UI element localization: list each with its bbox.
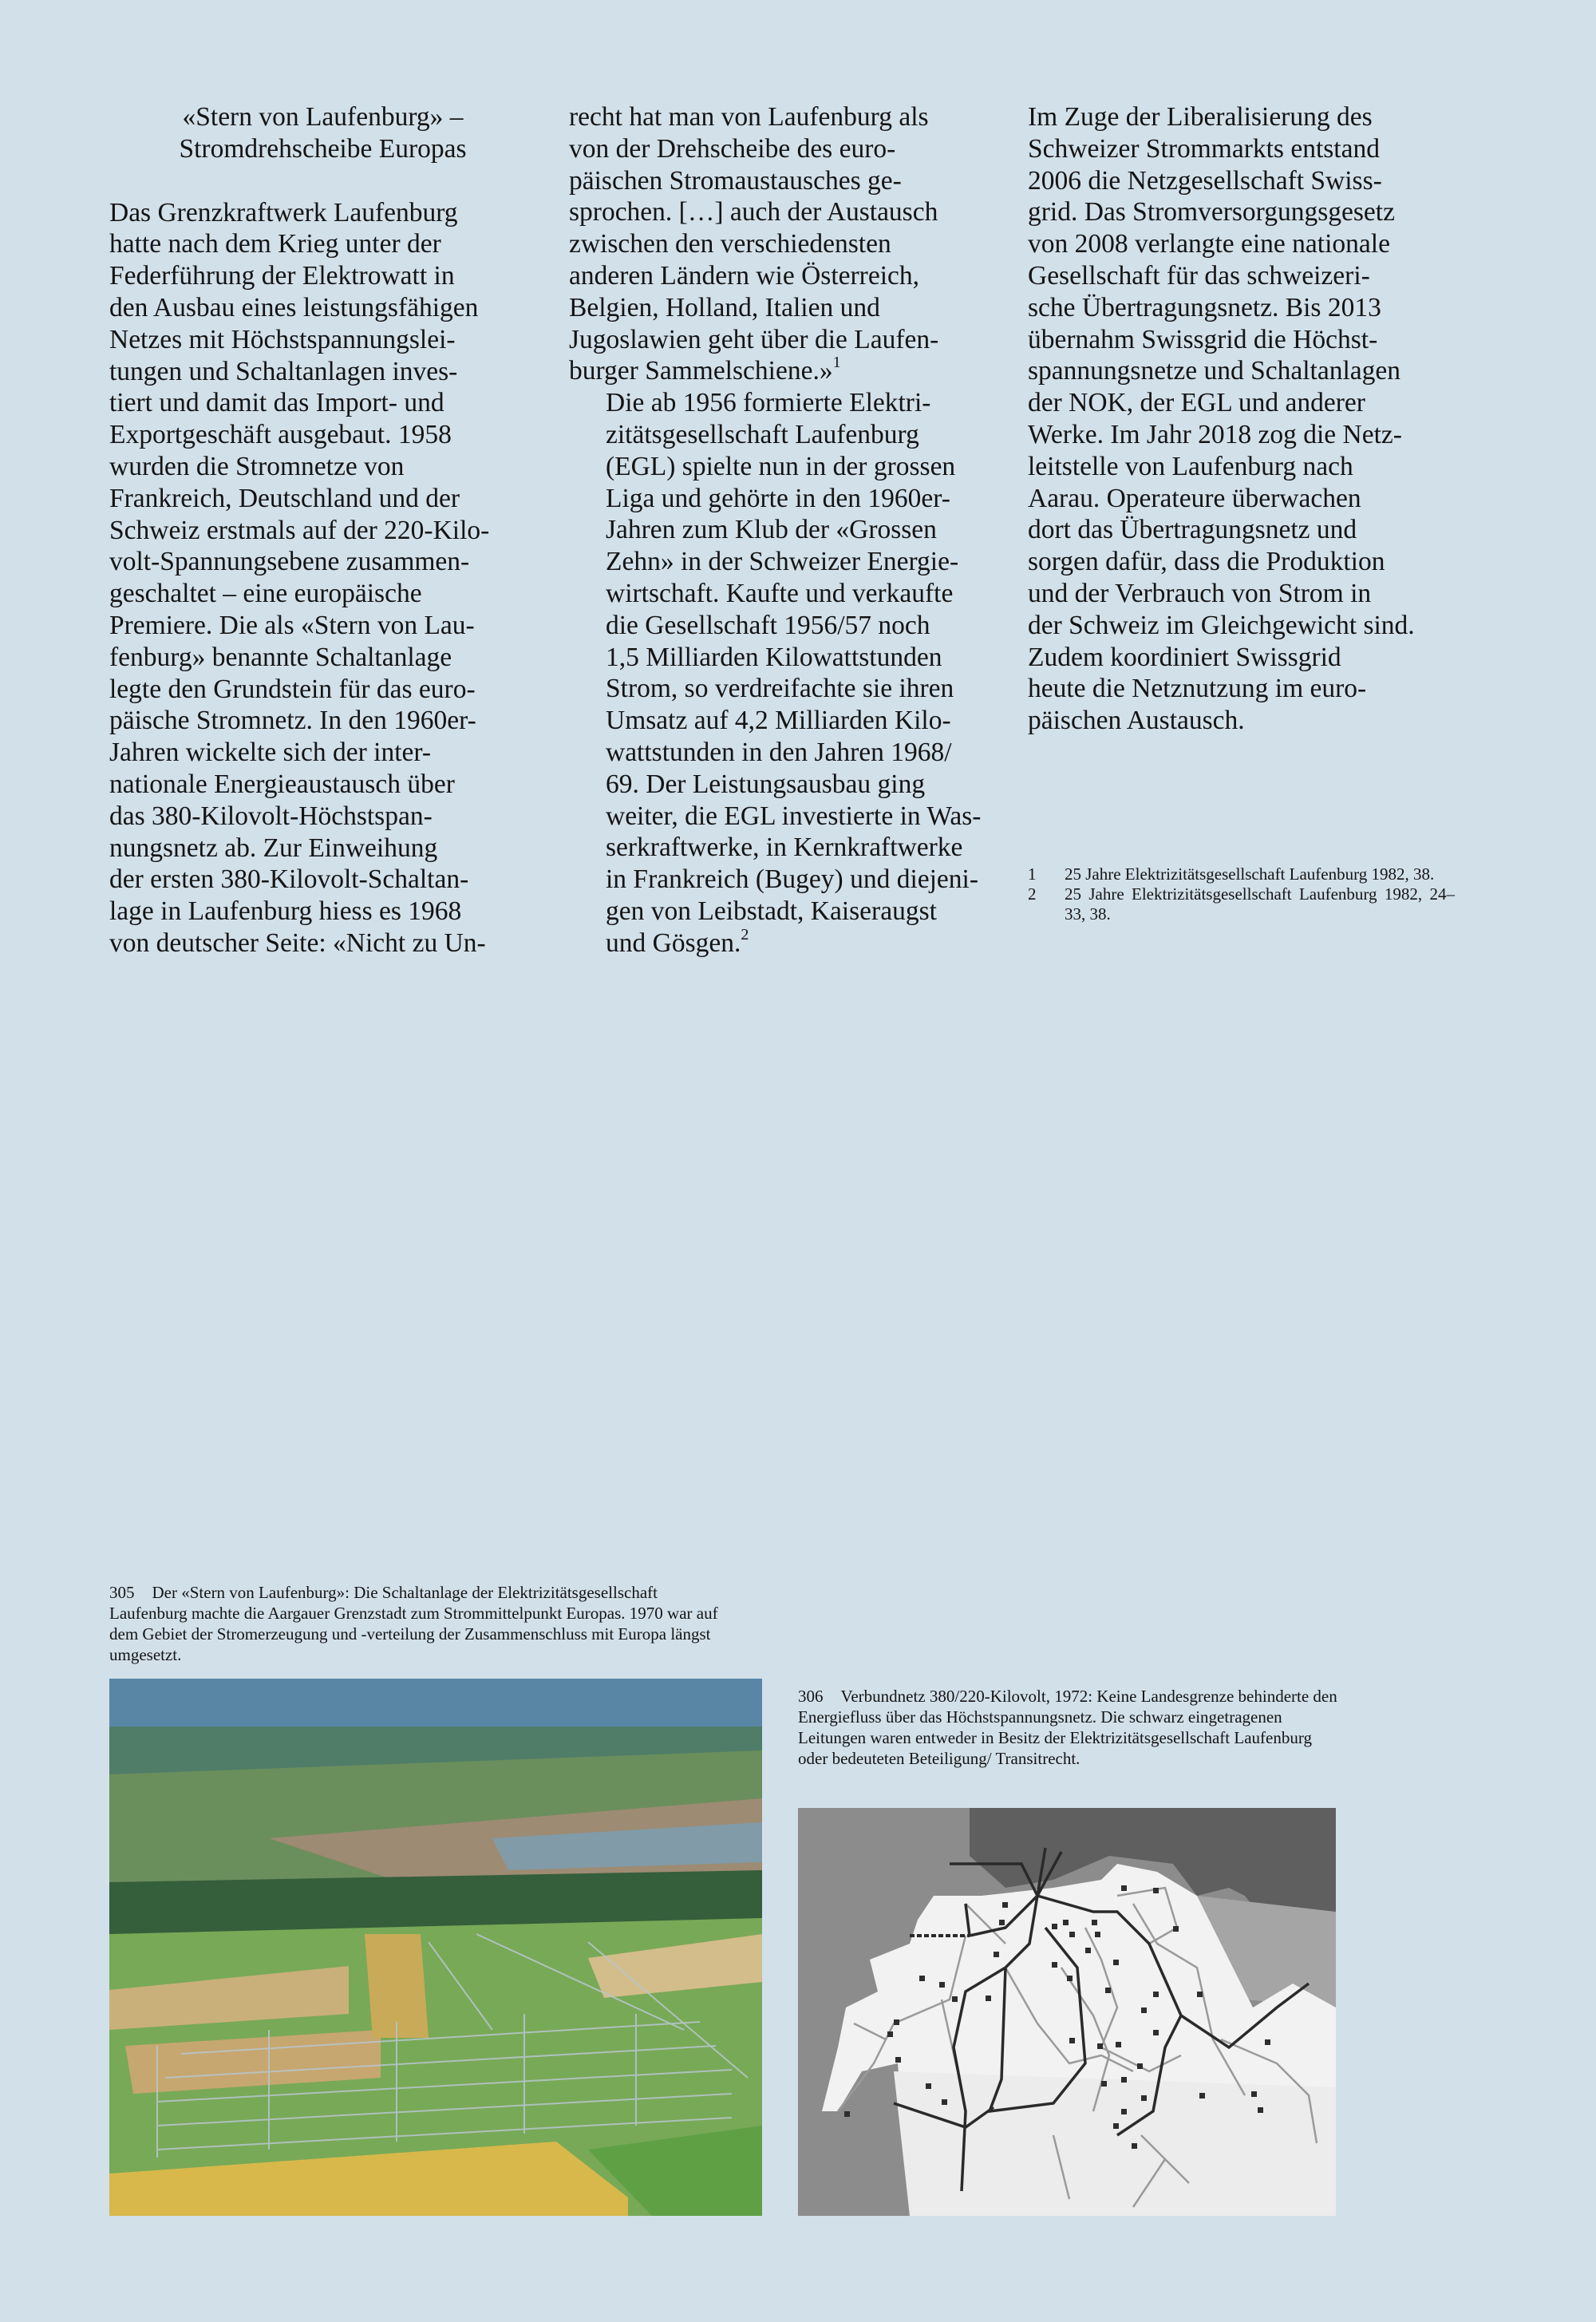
- text-line: dort das Übertragungsnetz und: [1028, 515, 1357, 545]
- figure-number: 306: [798, 1687, 824, 1706]
- text-line: leitstelle von Laufenburg nach: [1028, 451, 1353, 481]
- text-line: sprochen. […] auch der Austausch: [569, 197, 938, 227]
- text-line: Frankreich, Deutschland und der: [109, 483, 460, 513]
- text-line: sorgen dafür, dass die Produktion: [1028, 547, 1385, 577]
- paragraph: [569, 387, 996, 959]
- article-column-3: [1028, 101, 1455, 737]
- text-line: der Schweiz im Gleichgewicht sind.: [1028, 610, 1415, 640]
- text-line: fenburg» benannte Schaltanlage: [109, 642, 452, 672]
- article-column-2: [569, 101, 996, 959]
- text-line: wirtschaft. Kaufte und verkaufte: [606, 578, 954, 608]
- text-line: päischen Austausch.: [1028, 706, 1245, 736]
- text-line: Im Zuge der Liberalisierung des: [1028, 102, 1373, 132]
- paragraph: [109, 197, 536, 959]
- text-line: Netzes mit Höchstspannungslei-: [109, 324, 456, 354]
- text-line: von der Drehscheibe des euro-: [569, 133, 896, 164]
- text-line: heute die Netznutzung im euro-: [1028, 674, 1367, 704]
- footnotes: [1028, 864, 1455, 924]
- text-line: burger Sammelschiene.»$^1$: [569, 354, 841, 386]
- text-line: Liga und gehörte in den 1960er-: [606, 483, 950, 513]
- text-line: Zudem koordiniert Swissgrid: [1028, 642, 1341, 672]
- switzerland-grid-map: [798, 1808, 1336, 2216]
- text-line: wattstunden in den Jahren 1968/: [606, 737, 952, 767]
- text-line: nungsnetz ab. Zur Einweihung: [109, 833, 438, 863]
- text-line: Die ab 1956 formierte Elektri-: [606, 388, 931, 418]
- figure-caption-306: [798, 1686, 1341, 1769]
- text-line: zwischen den verschiedensten: [569, 229, 891, 259]
- text-line: Aarau. Operateure überwachen: [1028, 483, 1361, 513]
- text-line: 1,5 Milliarden Kilowattstunden: [606, 642, 942, 672]
- figure-number: 305: [109, 1583, 135, 1602]
- text-line: den Ausbau eines leistungsfähigen: [109, 292, 479, 322]
- text-line: von deutscher Seite: «Nicht zu Un-: [109, 928, 486, 958]
- text-line: Gesellschaft für das schweizeri-: [1028, 260, 1370, 291]
- caption-text: Der «Stern von Laufenburg»: Die Schaltanlage der Elektrizitätsgesellschaft Laufenburg machte die Aargauer Grenzstadt zum Strommittelpunkt Europas. 1970 war auf dem Gebiet der Stromerzeugung und -verteilung der Zusammenschluss mit Europa längst umgesetzt.: [109, 1583, 718, 1664]
- text-line: volt-Spannungsebene zusammen-: [109, 547, 470, 577]
- text-line: sche Übertragungsnetz. Bis 2013: [1028, 292, 1381, 322]
- article-column-1: [109, 101, 536, 959]
- footnote-reference: 1: [832, 354, 841, 372]
- text-line: weiter, die EGL investierte in Was-: [606, 801, 982, 831]
- text-line: Jahren zum Klub der «Grossen: [606, 515, 937, 545]
- text-line: das 380-Kilovolt-Höchstspan-: [109, 801, 433, 831]
- text-line: anderen Ländern wie Österreich,: [569, 260, 920, 291]
- footnote: [1028, 864, 1455, 884]
- text-line: Jahren wickelte sich der inter-: [109, 738, 432, 768]
- text-line: wurden die Stromnetze von: [109, 451, 405, 481]
- caption-text: Verbundnetz 380/220-Kilovolt, 1972: Keine Landesgrenze behinderte den Energiefluss über das Höchstspannungsnetz. Die schwarz eingetragenen Leitungen waren entweder in Besitz der Elektrizitätsgesellschaft Laufenburg oder bedeuteten Beteiligung/ Transitrecht.: [798, 1687, 1337, 1768]
- text-line: päische Stromnetz. In den 1960er-: [109, 706, 476, 736]
- text-line: 69. Der Leistungsausbau ging: [606, 769, 926, 799]
- heading-line: «Stern von Laufenburg» –: [182, 102, 464, 132]
- footnote-text: 25 Jahre Elektrizitätsgesellschaft Laufenburg 1982, 38.: [1065, 864, 1435, 884]
- text-line: von 2008 verlangte eine nationale: [1028, 229, 1390, 259]
- text-line: Zehn» in der Schweizer Energie-: [606, 547, 959, 577]
- text-line: Strom, so verdreifachte sie ihren: [606, 674, 954, 704]
- text-line: zitätsgesellschaft Laufenburg: [606, 419, 919, 449]
- article-heading: [109, 101, 536, 165]
- text-line: in Frankreich (Bugey) und diejeni-: [606, 864, 979, 895]
- footnote-number: 2: [1028, 884, 1037, 904]
- text-line: und Gösgen.$^2$: [606, 925, 749, 958]
- text-line: Exportgeschäft ausgebaut. 1958: [109, 420, 452, 450]
- text-line: legte den Grundstein für das euro-: [109, 674, 476, 704]
- paragraph: [569, 101, 996, 387]
- aerial-photo-switchyard: [109, 1679, 762, 2216]
- text-line: Werke. Im Jahr 2018 zog die Netz-: [1028, 419, 1402, 449]
- text-line: nationale Energieaustausch über: [109, 769, 455, 799]
- text-line: und der Verbrauch von Strom in: [1028, 578, 1372, 608]
- text-line: der NOK, der EGL und anderer: [1028, 388, 1365, 418]
- text-line: Schweizer Strommarkts entstand: [1028, 133, 1380, 164]
- photo-illustration: [109, 1679, 762, 2216]
- text-line: hatte nach dem Krieg unter der: [109, 229, 441, 259]
- text-line: grid. Das Stromversorgungsgesetz: [1028, 197, 1395, 227]
- text-line: der ersten 380-Kilovolt-Schaltan-: [109, 864, 469, 895]
- text-line: Federführung der Elektrowatt in: [109, 261, 455, 291]
- text-line: tungen und Schaltanlagen inves-: [109, 356, 458, 386]
- text-line: päischen Stromaustausches ge-: [569, 165, 902, 196]
- text-line: übernahm Swissgrid die Höchst-: [1028, 324, 1378, 354]
- footnote-text: 25 Jahre Elektrizitätsgesellschaft Laufenburg 1982, 24–33, 38.: [1065, 884, 1455, 924]
- text-line: Jugoslawien geht über die Laufen-: [569, 324, 939, 354]
- text-line: geschaltet – eine europäische: [109, 579, 422, 609]
- text-line: Umsatz auf 4,2 Milliarden Kilo-: [606, 706, 951, 736]
- text-line: lage in Laufenburg hiess es 1968: [109, 896, 462, 927]
- text-line: Premiere. Die als «Stern von Lau-: [109, 610, 475, 640]
- text-line: tiert und damit das Import- und: [109, 388, 444, 418]
- text-line: die Gesellschaft 1956/57 noch: [606, 610, 930, 640]
- paragraph: [1028, 101, 1455, 737]
- text-line: Belgien, Holland, Italien und: [569, 292, 880, 322]
- footnote-reference: 2: [741, 925, 749, 943]
- footnote: [1028, 884, 1455, 924]
- text-line: (EGL) spielte nun in der grossen: [606, 451, 956, 481]
- text-line: Das Grenzkraftwerk Laufenburg: [109, 197, 458, 227]
- map-illustration: [798, 1808, 1336, 2216]
- text-line: 2006 die Netzgesellschaft Swiss-: [1028, 165, 1382, 196]
- figure-caption-305: [109, 1582, 732, 1665]
- text-line: spannungsnetze und Schaltanlagen: [1028, 356, 1401, 386]
- text-line: recht hat man von Laufenburg als: [569, 102, 929, 132]
- heading-line: Stromdrehscheibe Europas: [179, 133, 467, 164]
- footnote-number: 1: [1028, 864, 1037, 884]
- text-line: Schweiz erstmals auf der 220-Kilo-: [109, 515, 490, 545]
- text-line: serkraftwerke, in Kernkraftwerke: [606, 833, 963, 863]
- text-line: gen von Leibstadt, Kaiseraugst: [606, 896, 937, 926]
